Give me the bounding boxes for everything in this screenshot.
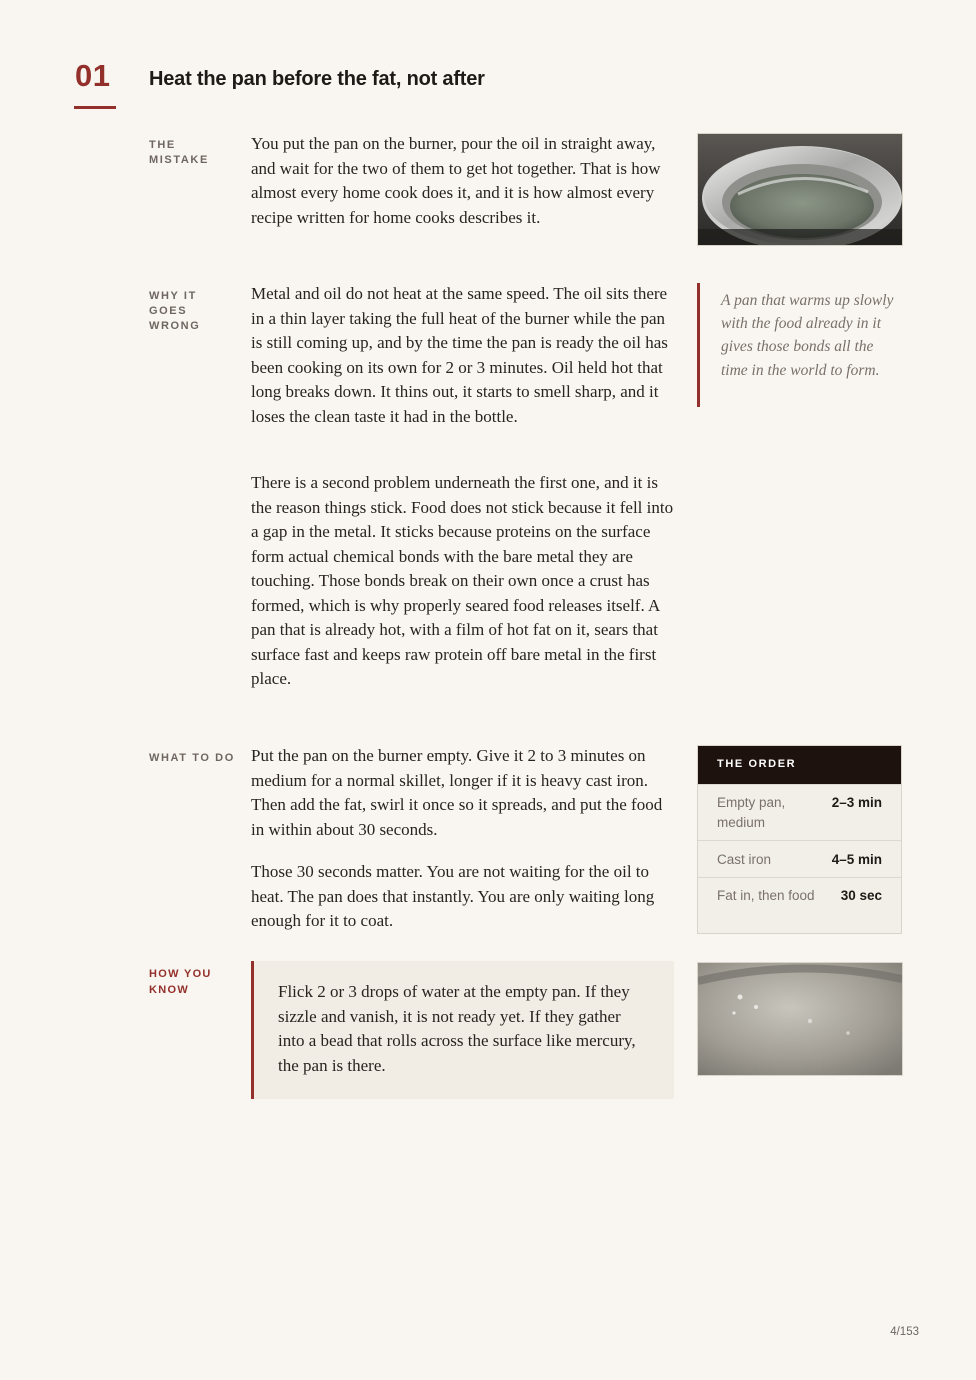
order-time: 30 sec [840, 888, 882, 903]
section-label-what: WHAT TO DO [149, 752, 235, 764]
pull-quote [697, 283, 897, 407]
order-time: 4–5 min [831, 852, 882, 867]
pull-quote-text: A pan that warms up slowly with the food already in it gives those bonds all the time in the world to form. [721, 292, 894, 379]
order-step: Cast iron [717, 852, 772, 867]
what-paragraph-1: Put the pan on the burner empty. Give it 2 to 3 minutes on medium for a normal skillet, longer if it is heavy cast iron. Then add the fat, swirl it once so it spreads, and put the food in within about 30 seconds. [251, 746, 663, 839]
order-step: Empty pan, medium [717, 795, 786, 830]
order-step: Fat in, then food [717, 888, 815, 903]
order-table-row [698, 784, 901, 840]
chapter-number: 01 [75, 58, 111, 93]
order-time: 2–3 min [831, 795, 882, 810]
page-number: 4/153 [890, 1326, 919, 1338]
mistake-paragraph: You put the pan on the burner, pour the oil in straight away, and wait for the two of them to get hot together. That is how almost every home cook does it, and it is how almost every recipe written for home cooks describes it. [251, 134, 661, 227]
chapter-number-rule [74, 106, 116, 109]
section-label-mistake: THE MISTAKE [149, 139, 209, 166]
water-beads-photo [697, 962, 903, 1076]
order-table [697, 745, 902, 934]
test-callout [251, 961, 674, 1099]
what-paragraph-2: Those 30 seconds matter. You are not waiting for the oil to heat. The pan does that instantly. You are only waiting long enough for it to coat. [251, 862, 655, 930]
order-table-row [698, 840, 901, 877]
section-label-why: WHY IT GOES WRONG [149, 290, 201, 332]
page-title: Heat the pan before the fat, not after [149, 68, 485, 90]
order-table-row [698, 877, 901, 933]
why-paragraph-1: Metal and oil do not heat at the same speed. The oil sits there in a thin layer taking the full heat of the burner while the pan is still coming up, and by the time the pan is ready the oil has been cooking on its own for 2 or 3 minutes. Oil held hot that long breaks down. It thins out, it starts to smell sharp, and it loses the clean taste it had in the bottle. [251, 284, 668, 426]
test-callout-text: Flick 2 or 3 drops of water at the empty pan. If they sizzle and vanish, it is not ready yet. If they gather into a bead that rolls across the surface like mercury, the pan is there. [278, 982, 636, 1075]
why-paragraph-2: There is a second problem underneath the first one, and it is the reason things stick. Food does not stick because it fell into a gap in the metal. It sticks because proteins on the surface form actual chemical bonds with the bare metal they are touching. Those bonds break on their own once a crust has formed, which is why properly seared food releases itself. A pan that is already hot, with a film of hot fat on it, sears that surface fast and keeps raw protein off bare metal in the first place. [251, 473, 674, 688]
section-label-how: HOW YOU KNOW [149, 968, 212, 996]
pan-with-oil-photo [697, 133, 903, 246]
order-table-title: THE ORDER [698, 746, 901, 784]
